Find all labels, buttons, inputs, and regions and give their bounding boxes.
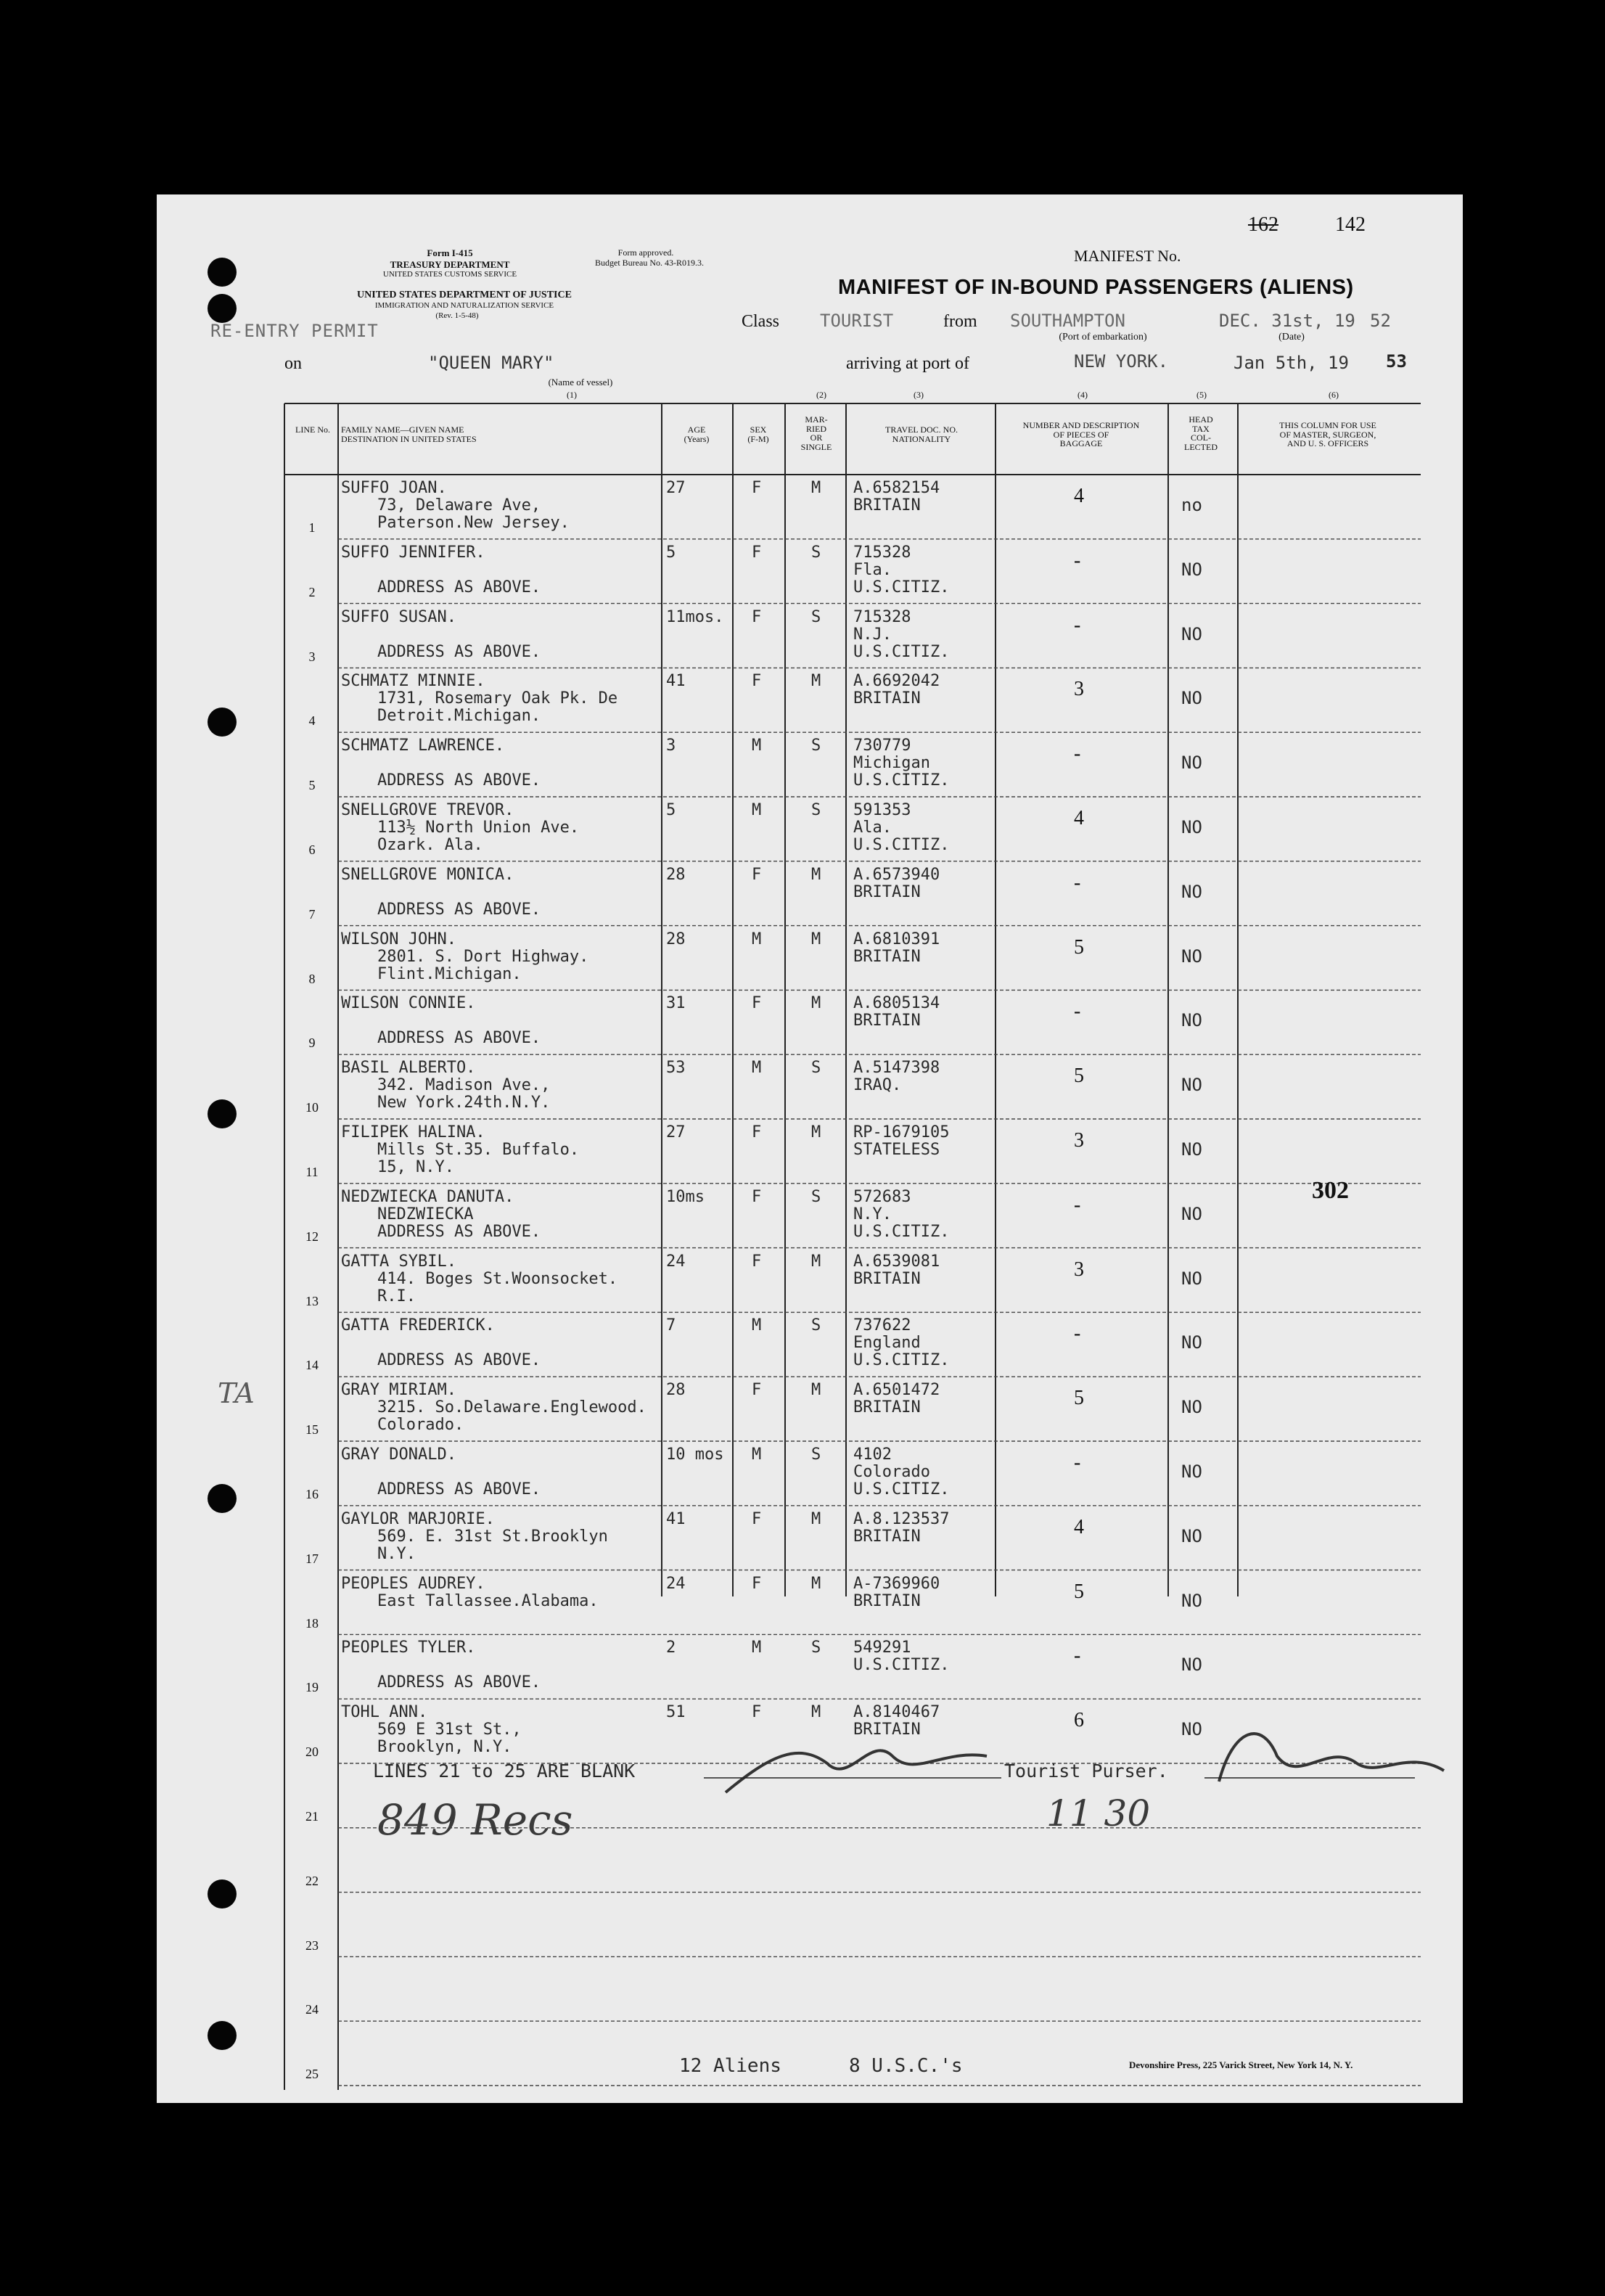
address-line: Ozark. Ala. xyxy=(377,836,483,854)
purser-label: Tourist Purser. xyxy=(1004,1760,1168,1782)
head-tax: NO xyxy=(1181,1525,1202,1546)
sex: F xyxy=(752,607,762,626)
nationality: N.Y. xyxy=(853,1205,892,1223)
marital-status: S xyxy=(811,737,821,755)
travel-doc-number: 591353 xyxy=(853,801,911,819)
handwritten-time: 11 30 xyxy=(1046,1792,1151,1834)
age: 24 xyxy=(666,1252,686,1271)
nationality: U.S.CITIZ. xyxy=(853,1222,950,1241)
head-tax: NO xyxy=(1181,1268,1202,1289)
address-line: East Tallassee.Alabama. xyxy=(377,1591,599,1610)
address-line: ADDRESS AS ABOVE. xyxy=(377,1222,541,1241)
head-tax: NO xyxy=(1181,1139,1202,1160)
header-officers: THIS COLUMN FOR USE OF MASTER, SURGEON, AND U. S. OFFICERS xyxy=(1279,420,1376,449)
sex: M xyxy=(752,930,762,948)
address-line: ADDRESS AS ABOVE. xyxy=(377,642,541,661)
treasury-department: TREASURY DEPARTMENT xyxy=(390,259,510,270)
baggage-count: - xyxy=(1074,1322,1081,1345)
header-baggage: NUMBER AND DESCRIPTION OF PIECES OF BAGGAGE xyxy=(1022,420,1140,449)
sex: M xyxy=(752,801,762,819)
marital-status: S xyxy=(811,1446,821,1464)
age: 27 xyxy=(666,479,686,497)
age: 28 xyxy=(666,865,686,884)
age: 5 xyxy=(666,801,676,819)
nationality: U.S.CITIZ. xyxy=(853,578,950,596)
age: 51 xyxy=(666,1703,686,1722)
nationality: BRITAIN xyxy=(853,1012,921,1030)
header-doc: TRAVEL DOC. NO. NATIONALITY xyxy=(884,425,958,444)
address-line: ADDRESS AS ABOVE. xyxy=(377,578,541,596)
sex: M xyxy=(752,1446,762,1464)
nationality: BRITAIN xyxy=(853,1269,921,1288)
printer-imprint: Devonshire Press, 225 Varick Street, New York 14, N. Y. xyxy=(1129,2059,1353,2070)
officer-note: 302 xyxy=(1312,1177,1349,1204)
line-number: 11 xyxy=(305,1165,319,1179)
col-number-2: (2) xyxy=(816,390,826,400)
marital-status: M xyxy=(811,1381,821,1400)
officer-signature xyxy=(1219,1734,1444,1782)
marital-status: M xyxy=(811,1574,821,1593)
nationality: U.S.CITIZ. xyxy=(853,1351,950,1370)
sex: F xyxy=(752,1703,762,1722)
head-tax: NO xyxy=(1181,946,1202,967)
address-line: ADDRESS AS ABOVE. xyxy=(377,1029,541,1048)
marital-status: M xyxy=(811,1123,821,1141)
baggage-count: - xyxy=(1074,1000,1081,1023)
age: 27 xyxy=(666,1123,686,1141)
baggage-count: - xyxy=(1074,1193,1081,1216)
class-label: Class xyxy=(742,312,780,331)
ins-service: IMMIGRATION AND NATURALIZATION SERVICE xyxy=(374,301,554,310)
travel-doc-number: 4102 xyxy=(853,1446,892,1464)
header-name: FAMILY NAME—GIVEN NAME DESTINATION IN UNITED STATES xyxy=(341,425,477,444)
age: 7 xyxy=(666,1316,676,1335)
passenger-name: GAYLOR MARJORIE. xyxy=(341,1509,495,1528)
on-label: on xyxy=(284,354,302,373)
line-number: 5 xyxy=(308,778,316,793)
line-number: 9 xyxy=(308,1036,316,1051)
passenger-name: PEOPLES AUDREY. xyxy=(341,1574,485,1593)
head-tax: NO xyxy=(1181,1461,1202,1482)
age: 10 mos xyxy=(666,1446,724,1464)
baggage-count: 5 xyxy=(1074,1387,1084,1410)
marital-status: M xyxy=(811,865,821,884)
passenger-name: PEOPLES TYLER. xyxy=(341,1639,476,1657)
address-line: 569 E 31st St., xyxy=(377,1721,522,1739)
passenger-name: SNELLGROVE TREVOR. xyxy=(341,801,514,819)
form-approved: Form approved. xyxy=(617,247,674,258)
head-tax: no xyxy=(1181,495,1202,515)
head-tax: NO xyxy=(1181,1332,1202,1353)
travel-doc-number: A.6805134 xyxy=(853,994,940,1013)
marital-status: S xyxy=(811,1639,821,1657)
blank-lines-note: LINES 21 to 25 ARE BLANK xyxy=(373,1760,636,1782)
class-value: TOURIST xyxy=(820,311,894,331)
address-line: 569. E. 31st St.Brooklyn xyxy=(377,1527,608,1546)
marital-status: M xyxy=(811,479,821,497)
address-line: 2801. S. Dort Highway. xyxy=(377,947,589,966)
line-number: 15 xyxy=(305,1422,319,1438)
marital-status: S xyxy=(811,1059,821,1078)
arriving-label: arriving at port of xyxy=(846,354,969,373)
address-line: Mills St.35. Buffalo. xyxy=(377,1141,580,1159)
address-line: R.I. xyxy=(377,1287,416,1305)
baggage-count: 3 xyxy=(1074,1258,1084,1281)
address-line: 73, Delaware Ave, xyxy=(377,496,541,514)
line-number: 8 xyxy=(308,971,316,986)
age: 11mos. xyxy=(666,607,724,626)
head-tax: NO xyxy=(1181,753,1202,774)
nationality: U.S.CITIZ. xyxy=(853,1656,950,1675)
address-line: ADDRESS AS ABOVE. xyxy=(377,1480,541,1498)
nationality: BRITAIN xyxy=(853,882,921,901)
travel-doc-number: A.6501472 xyxy=(853,1381,940,1400)
travel-doc-number: 715328 xyxy=(853,607,911,626)
line-number: 17 xyxy=(305,1551,319,1566)
nationality: STATELESS xyxy=(853,1141,940,1159)
passenger-name: SNELLGROVE MONICA. xyxy=(341,865,514,884)
baggage-count: 4 xyxy=(1074,807,1084,829)
line-number: 4 xyxy=(308,713,316,729)
address-line: Paterson.New Jersey. xyxy=(377,514,570,532)
address-line: 1731, Rosemary Oak Pk. De xyxy=(377,689,618,708)
address-line: 414. Boges St.Woonsocket. xyxy=(377,1269,618,1288)
nationality: Ala. xyxy=(853,819,892,837)
age: 41 xyxy=(666,672,686,691)
age: 5 xyxy=(666,543,676,562)
address-line: 113½ North Union Ave. xyxy=(377,819,580,837)
baggage-count: 5 xyxy=(1074,935,1084,959)
marital-status: M xyxy=(811,994,821,1013)
head-tax: NO xyxy=(1181,1397,1202,1418)
line-number: 19 xyxy=(305,1680,319,1695)
nationality: BRITAIN xyxy=(853,1721,921,1739)
travel-doc-number: 549291 xyxy=(853,1639,911,1657)
nationality: U.S.CITIZ. xyxy=(853,1480,950,1498)
line-number: 6 xyxy=(308,842,316,857)
passenger-name: WILSON JOHN. xyxy=(341,930,456,948)
head-tax: NO xyxy=(1181,1075,1202,1096)
marital-status: S xyxy=(811,607,821,626)
budget-bureau: Budget Bureau No. 43-R019.3. xyxy=(595,258,704,268)
passenger-name: WILSON CONNIE. xyxy=(341,994,476,1013)
age: 31 xyxy=(666,994,686,1013)
col-number-3: (3) xyxy=(914,390,924,400)
passenger-name: GRAY DONALD. xyxy=(341,1446,456,1464)
nationality: BRITAIN xyxy=(853,496,921,514)
passenger-name: TOHL ANN. xyxy=(341,1703,428,1722)
sex: F xyxy=(752,672,762,691)
from-value: SOUTHAMPTON xyxy=(1010,311,1125,331)
address-line: ADDRESS AS ABOVE. xyxy=(377,1351,541,1370)
passenger-name: GRAY MIRIAM. xyxy=(341,1381,456,1400)
travel-doc-number: 730779 xyxy=(853,737,911,755)
address-line: Colorado. xyxy=(377,1416,464,1435)
nationality: N.J. xyxy=(853,625,892,644)
baggage-count: 4 xyxy=(1074,485,1084,507)
nationality: England xyxy=(853,1334,921,1353)
baggage-count: 6 xyxy=(1074,1709,1084,1732)
nationality: BRITAIN xyxy=(853,1398,921,1417)
marital-status: S xyxy=(811,543,821,562)
sex: M xyxy=(752,737,762,755)
line-number: 7 xyxy=(308,906,316,922)
line-number: 23 xyxy=(305,1938,319,1953)
travel-doc-number: A.6539081 xyxy=(853,1252,940,1271)
reentry-permit-stamp: RE-ENTRY PERMIT xyxy=(210,321,379,341)
form-number: Form I-415 xyxy=(427,247,473,258)
purser-signature xyxy=(726,1750,987,1792)
sex: M xyxy=(752,1316,762,1335)
line-number: 1 xyxy=(308,520,316,535)
line-number: 16 xyxy=(305,1487,319,1501)
age: 28 xyxy=(666,1381,686,1400)
travel-doc-number: A.6573940 xyxy=(853,865,940,884)
arrival-year: 53 xyxy=(1386,351,1407,372)
nationality: BRITAIN xyxy=(853,947,921,966)
head-tax: NO xyxy=(1181,1203,1202,1224)
sex: M xyxy=(752,1059,762,1078)
nationality: U.S.CITIZ. xyxy=(853,836,950,854)
nationality: U.S.CITIZ. xyxy=(853,642,950,661)
travel-doc-number: A.8140467 xyxy=(853,1703,940,1722)
marital-status: M xyxy=(811,1509,821,1528)
marital-status: M xyxy=(811,1252,821,1271)
head-tax: NO xyxy=(1181,817,1202,837)
head-tax: NO xyxy=(1181,1010,1202,1031)
sex: F xyxy=(752,543,762,562)
address-line: New York.24th.N.Y. xyxy=(377,1094,551,1112)
baggage-count: 3 xyxy=(1074,678,1084,701)
line-number: 10 xyxy=(305,1100,319,1115)
address-line: Flint.Michigan. xyxy=(377,964,522,983)
line-number: 3 xyxy=(308,649,316,664)
line-number: 12 xyxy=(305,1229,319,1244)
passenger-name: GATTA FREDERICK. xyxy=(341,1316,495,1335)
passenger-name: SUFFO JENNIFER. xyxy=(341,543,485,562)
address-line: Detroit.Michigan. xyxy=(377,707,541,726)
page-number: 142 xyxy=(1335,213,1366,236)
manifest-no-label: MANIFEST No. xyxy=(1074,247,1181,265)
total-citizens: 8 U.S.C.'s xyxy=(849,2055,963,2077)
line-number: 22 xyxy=(305,1873,319,1888)
header-married: MAR- RIED OR SINGLE xyxy=(800,414,832,452)
travel-doc-number: A.8.123537 xyxy=(853,1509,950,1528)
travel-doc-number: A.6692042 xyxy=(853,672,940,691)
header-tax: HEAD TAX COL- LECTED xyxy=(1184,414,1218,452)
head-tax: NO xyxy=(1181,1655,1202,1676)
nationality: Fla. xyxy=(853,560,892,579)
sex: F xyxy=(752,479,762,497)
marital-status: S xyxy=(811,1187,821,1206)
address-line: N.Y. xyxy=(377,1544,416,1563)
date-caption: (Date) xyxy=(1278,332,1305,343)
marital-status: M xyxy=(811,930,821,948)
header-sex: SEX (F-M) xyxy=(747,425,769,444)
marital-status: S xyxy=(811,801,821,819)
age: 2 xyxy=(666,1639,676,1657)
manifest-title: MANIFEST OF IN-BOUND PASSENGERS (ALIENS) xyxy=(838,276,1354,299)
nationality: BRITAIN xyxy=(853,689,921,708)
line-number: 13 xyxy=(305,1293,319,1308)
sex: F xyxy=(752,1252,762,1271)
passenger-name: FILIPEK HALINA. xyxy=(341,1123,485,1141)
passenger-name: SCHMATZ LAWRENCE. xyxy=(341,737,505,755)
age: 28 xyxy=(666,930,686,948)
col-number-4: (4) xyxy=(1077,390,1088,400)
port-caption: (Port of embarkation) xyxy=(1059,332,1147,343)
travel-doc-number: A.6810391 xyxy=(853,930,940,948)
baggage-count: - xyxy=(1074,742,1081,766)
line-number: 25 xyxy=(305,2067,319,2082)
embark-date: DEC. 31st, 19 xyxy=(1219,311,1355,331)
passenger-name: SUFFO SUSAN. xyxy=(341,607,456,626)
nationality: Colorado xyxy=(853,1463,930,1481)
marital-status: M xyxy=(811,1703,821,1722)
travel-doc-number: A-7369960 xyxy=(853,1574,940,1593)
head-tax: NO xyxy=(1181,1719,1202,1740)
sex: F xyxy=(752,865,762,884)
address-line: ADDRESS AS ABOVE. xyxy=(377,900,541,919)
embark-year: 52 xyxy=(1370,311,1391,331)
col-number-6: (6) xyxy=(1329,390,1339,400)
nationality: BRITAIN xyxy=(853,1591,921,1610)
baggage-count: 3 xyxy=(1074,1129,1084,1152)
crossed-page-number: 162 xyxy=(1248,213,1278,236)
line-number: 21 xyxy=(305,1809,319,1824)
passenger-name: SCHMATZ MINNIE. xyxy=(341,672,485,691)
marital-status: S xyxy=(811,1316,821,1335)
nationality: BRITAIN xyxy=(853,1527,921,1546)
sex: F xyxy=(752,994,762,1013)
from-label: from xyxy=(943,312,977,331)
customs-service: UNITED STATES CUSTOMS SERVICE xyxy=(382,270,517,279)
form-revision: (Rev. 1-5-48) xyxy=(435,311,479,320)
address-line: 342. Madison Ave., xyxy=(377,1076,551,1095)
sex: F xyxy=(752,1509,762,1528)
baggage-count: 4 xyxy=(1074,1515,1084,1538)
baggage-count: - xyxy=(1074,613,1081,636)
address-line: NEDZWIECKA xyxy=(377,1205,474,1223)
sex: M xyxy=(752,1639,762,1657)
address-line: 15, N.Y. xyxy=(377,1158,454,1176)
col-number-5: (5) xyxy=(1196,390,1207,400)
line-number: 24 xyxy=(305,2002,319,2017)
baggage-count: - xyxy=(1074,549,1081,572)
travel-doc-number: A.5147398 xyxy=(853,1059,940,1078)
sex: F xyxy=(752,1574,762,1593)
address-line: Brooklyn, N.Y. xyxy=(377,1738,512,1757)
vessel-value: "QUEEN MARY" xyxy=(428,353,554,373)
address-line: ADDRESS AS ABOVE. xyxy=(377,771,541,790)
head-tax: NO xyxy=(1181,1590,1202,1611)
address-line: ADDRESS AS ABOVE. xyxy=(377,1673,541,1692)
nationality: Michigan xyxy=(853,754,930,773)
age: 41 xyxy=(666,1509,686,1528)
travel-doc-number: 737622 xyxy=(853,1316,911,1335)
head-tax: NO xyxy=(1181,688,1202,709)
line-number: 20 xyxy=(305,1744,319,1760)
travel-doc-number: 715328 xyxy=(853,543,911,562)
head-tax: NO xyxy=(1181,881,1202,902)
sex: F xyxy=(752,1123,762,1141)
travel-doc-number: 572683 xyxy=(853,1187,911,1206)
age: 10ms xyxy=(666,1187,705,1206)
baggage-count: - xyxy=(1074,1644,1081,1668)
baggage-count: - xyxy=(1074,1451,1081,1474)
line-number: 14 xyxy=(305,1358,319,1373)
age: 3 xyxy=(666,737,676,755)
head-tax: NO xyxy=(1181,559,1202,580)
baggage-count: - xyxy=(1074,871,1081,894)
baggage-count: 5 xyxy=(1074,1580,1084,1603)
age: 24 xyxy=(666,1574,686,1593)
margin-ta-note: TA xyxy=(218,1377,255,1409)
nationality: IRAQ. xyxy=(853,1076,902,1095)
passenger-name: NEDZWIECKA DANUTA. xyxy=(341,1187,514,1206)
header-line: LINE No. xyxy=(295,425,330,435)
passenger-name: GATTA SYBIL. xyxy=(341,1252,456,1271)
line-number: 18 xyxy=(305,1615,319,1631)
handwritten-records-note: 849 Recs xyxy=(377,1795,573,1845)
passenger-name: SUFFO JOAN. xyxy=(341,479,447,497)
passenger-name: BASIL ALBERTO. xyxy=(341,1059,476,1078)
head-tax: NO xyxy=(1181,623,1202,644)
sex: F xyxy=(752,1187,762,1206)
nationality: U.S.CITIZ. xyxy=(853,771,950,790)
travel-doc-number: A.6582154 xyxy=(853,479,940,497)
address-line: 3215. So.Delaware.Englewood. xyxy=(377,1398,646,1417)
travel-doc-number: RP-1679105 xyxy=(853,1123,950,1141)
sex: F xyxy=(752,1381,762,1400)
total-aliens: 12 Aliens xyxy=(679,2055,781,2077)
arrival-port: NEW YORK. xyxy=(1074,351,1169,372)
baggage-count: 5 xyxy=(1074,1065,1084,1088)
arrival-date: Jan 5th, 19 xyxy=(1233,353,1349,373)
marital-status: M xyxy=(811,672,821,691)
header-age: AGE (Years) xyxy=(684,425,710,444)
justice-department: UNITED STATES DEPARTMENT OF JUSTICE xyxy=(357,290,572,300)
col-number-1: (1) xyxy=(567,390,577,400)
vessel-caption: (Name of vessel) xyxy=(548,377,613,388)
age: 53 xyxy=(666,1059,686,1078)
line-number: 2 xyxy=(308,584,316,599)
